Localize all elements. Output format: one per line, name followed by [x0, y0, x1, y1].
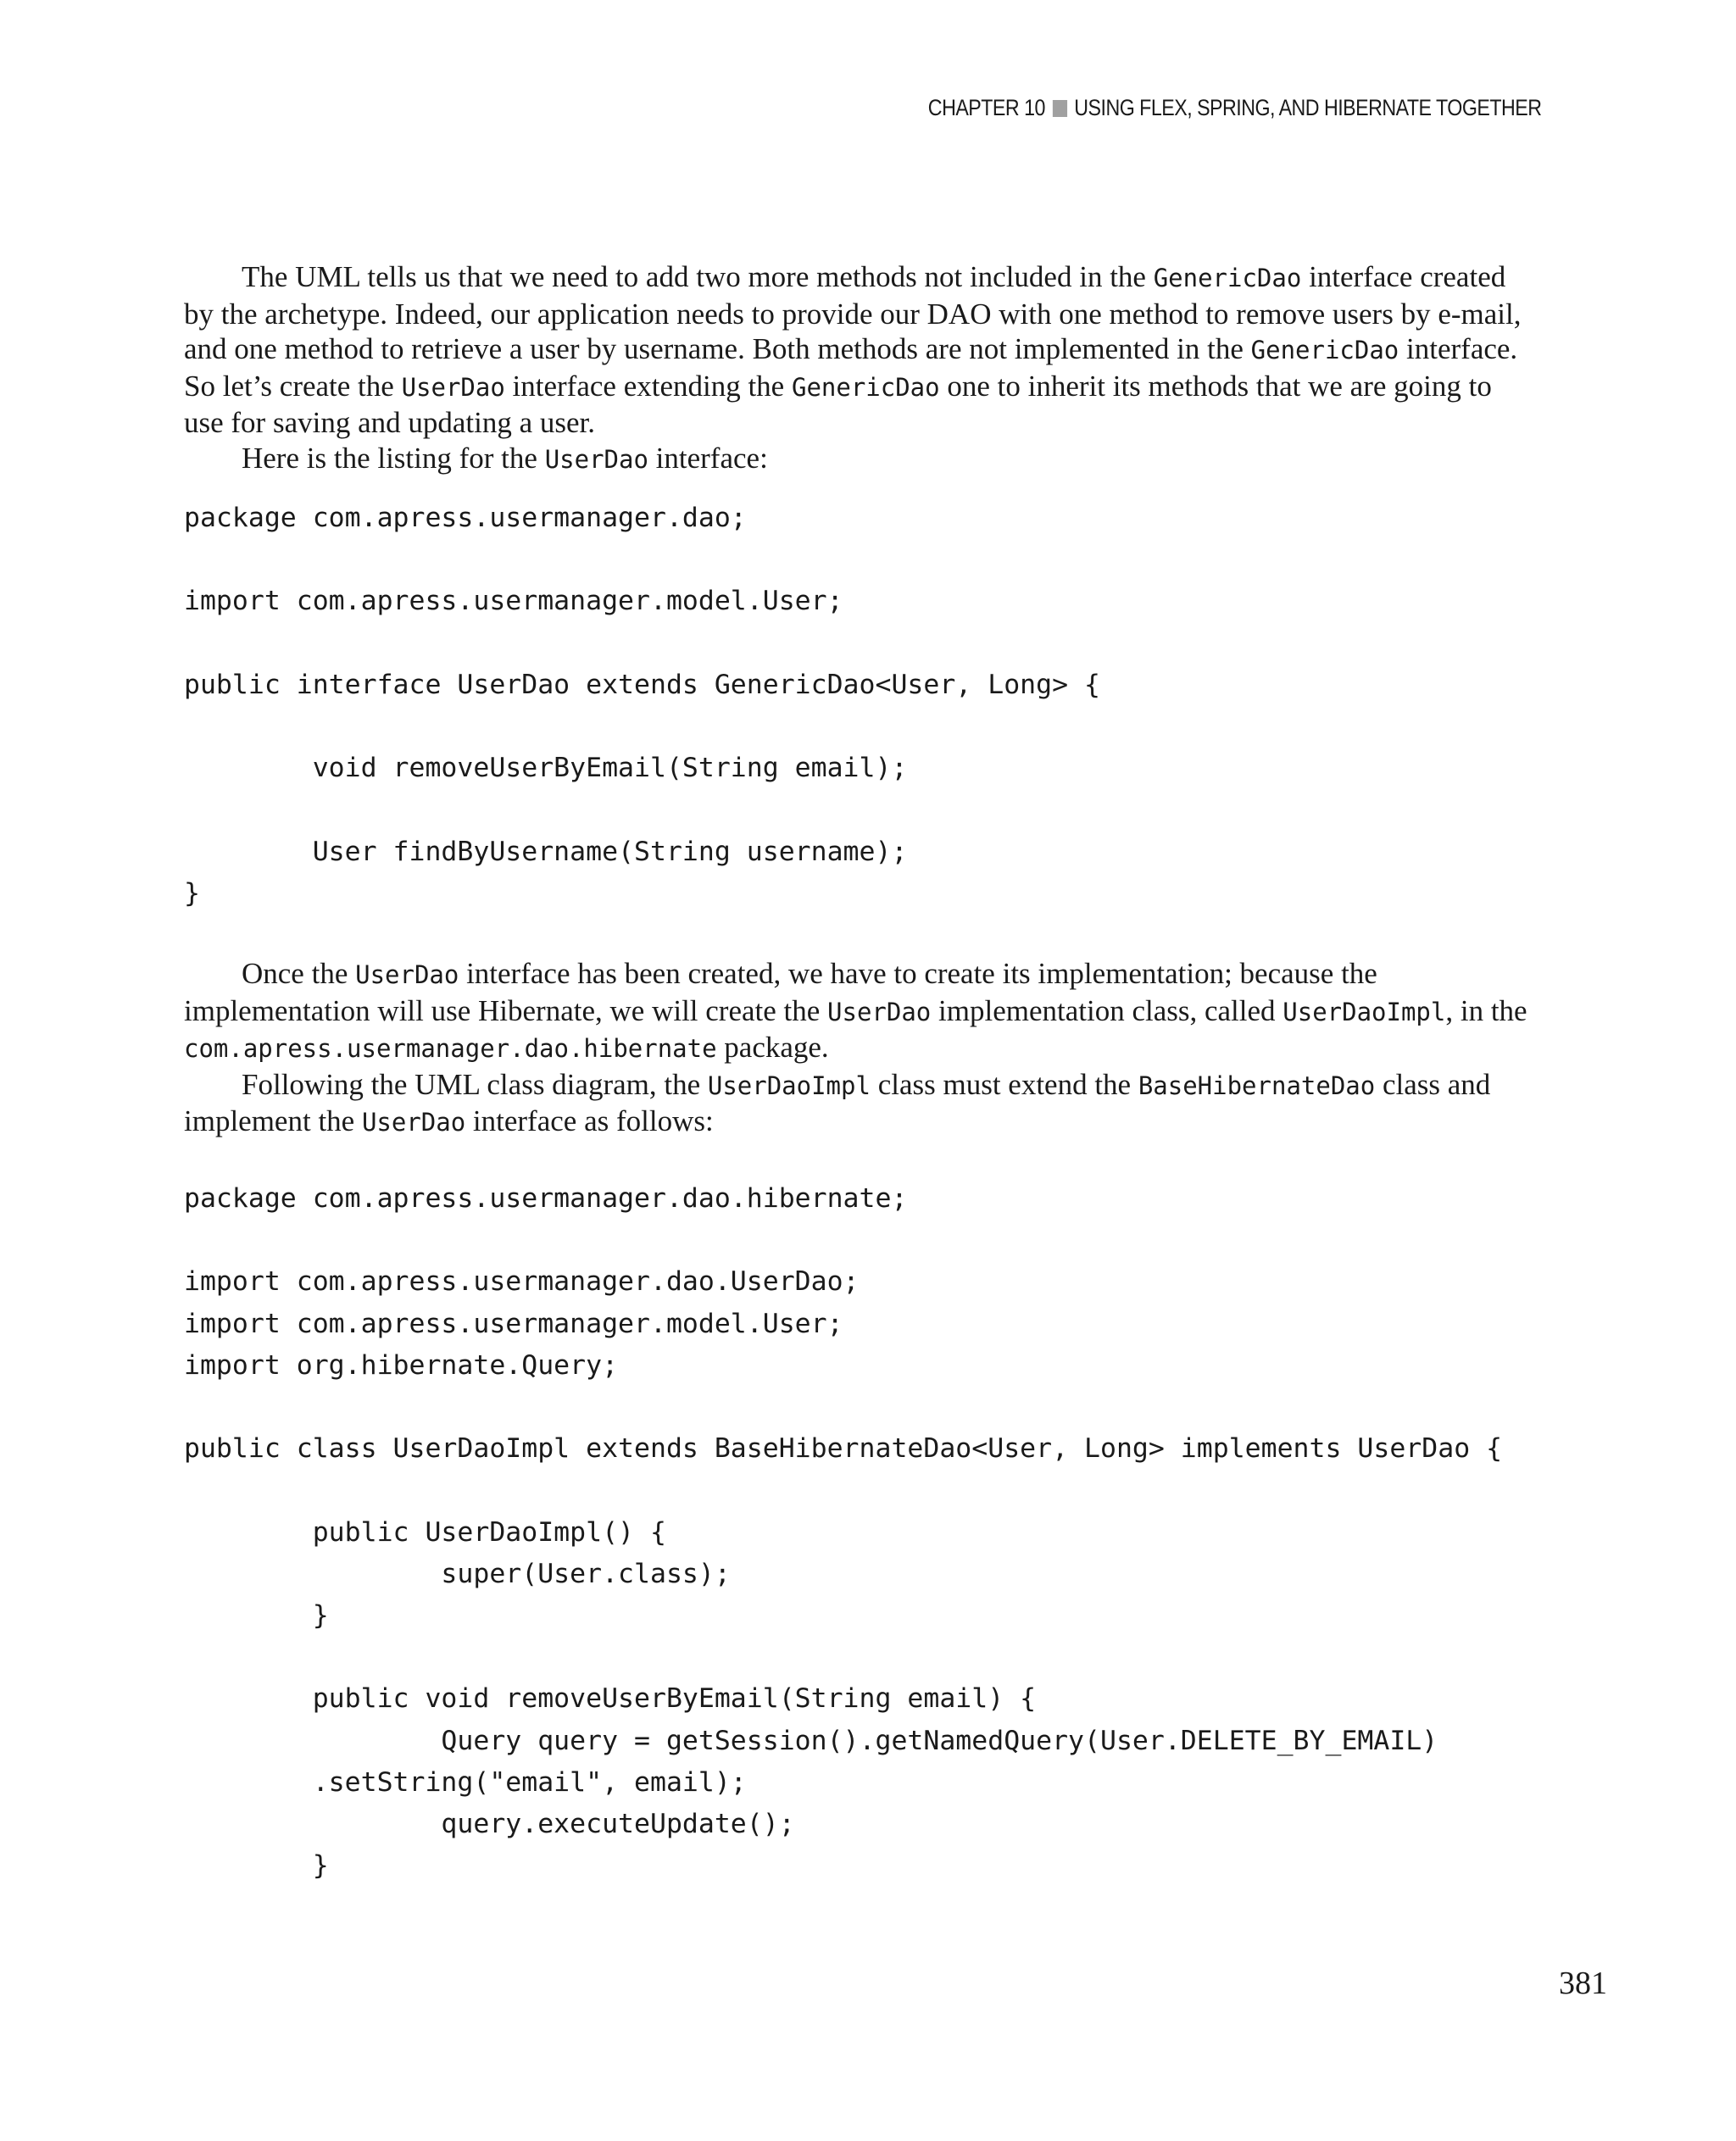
text-run: class must extend the [870, 1067, 1138, 1101]
paragraph [184, 956, 1536, 1067]
code-listing-userdaoimpl: package com.apress.usermanager.dao.hibernate; import com.apress.usermanager.dao.UserDao; import com.apress.usermanager.model.User; import org.hibernate.Query; public class UserDaoImpl extends BaseHibernateDao<User, Long> implements UserDao { public UserDaoImpl() { super(User.class); } public void removeUserByEmail(String email) { Query query = getSession().getNamedQuery(User.DELETE_BY_EMAIL) .setString("email", email); query.executeUpdate(); } [184, 1183, 1503, 1882]
text-run: Once the [242, 957, 356, 990]
running-header [927, 95, 1541, 121]
chapter-title: USING FLEX, SPRING, AND HIBERNATE TOGETHER [1073, 95, 1541, 120]
text-run: one to inherit its methods that we are going to use for saving and updating a user. [184, 369, 1492, 439]
page-number: 381 [1559, 1966, 1607, 2001]
text-run: interface: [648, 441, 768, 475]
text-run: Following the UML class diagram, the [242, 1067, 708, 1101]
text-run: interface created by the archetype. Indeed, our application needs to provide our DAO with one method to remove users by e-mail, and one method to retrieve a user by username. Both methods are not implemented in the [184, 260, 1522, 365]
chapter-label: CHAPTER 10 [927, 95, 1045, 120]
inline-code: UserDaoImpl [707, 1070, 871, 1100]
paragraph [184, 441, 1536, 478]
code-listing-userdao: package com.apress.usermanager.dao; import com.apress.usermanager.model.User; public interface UserDao extends GenericDao<User, Long> { void removeUserByEmail(String email); User findByUsername(String username); } [184, 503, 1100, 909]
intro-text [184, 259, 1536, 477]
inline-code: UserDao [401, 372, 505, 402]
text-run: interface as follows: [465, 1104, 714, 1137]
inline-code: UserDaoImpl [1283, 997, 1446, 1026]
inline-code: GenericDao [1250, 336, 1399, 364]
inline-code: GenericDao [791, 372, 940, 402]
text-run: interface. So let’s create the [184, 332, 1518, 403]
inline-code: GenericDao [1153, 264, 1302, 292]
inline-code: UserDao [355, 960, 459, 989]
text-run: class and implement the [184, 1067, 1491, 1137]
inline-code: UserDao [827, 997, 932, 1026]
inline-code: BaseHibernateDao [1138, 1070, 1376, 1100]
paragraph [184, 259, 1536, 441]
separator-square-icon [1052, 100, 1066, 117]
text-run: The UML tells us that we need to add two more methods not included in the [242, 260, 1154, 293]
inline-code: com.apress.usermanager.dao.hibernate [184, 1034, 717, 1063]
text-run: interface has been created, we have to create its implementation; because the implementation will use Hibernate, we will create the [184, 957, 1377, 1027]
text-run: implementation class, called [931, 993, 1283, 1027]
paragraph [184, 1067, 1536, 1141]
text-run: package. [716, 1031, 829, 1064]
impl-text [184, 956, 1536, 1141]
inline-code: UserDao [544, 444, 648, 474]
text-run: Here is the listing for the [242, 441, 545, 475]
text-run: interface extending the [504, 369, 792, 403]
text-run: , in the [1445, 993, 1527, 1027]
inline-code: UserDao [361, 1108, 466, 1137]
